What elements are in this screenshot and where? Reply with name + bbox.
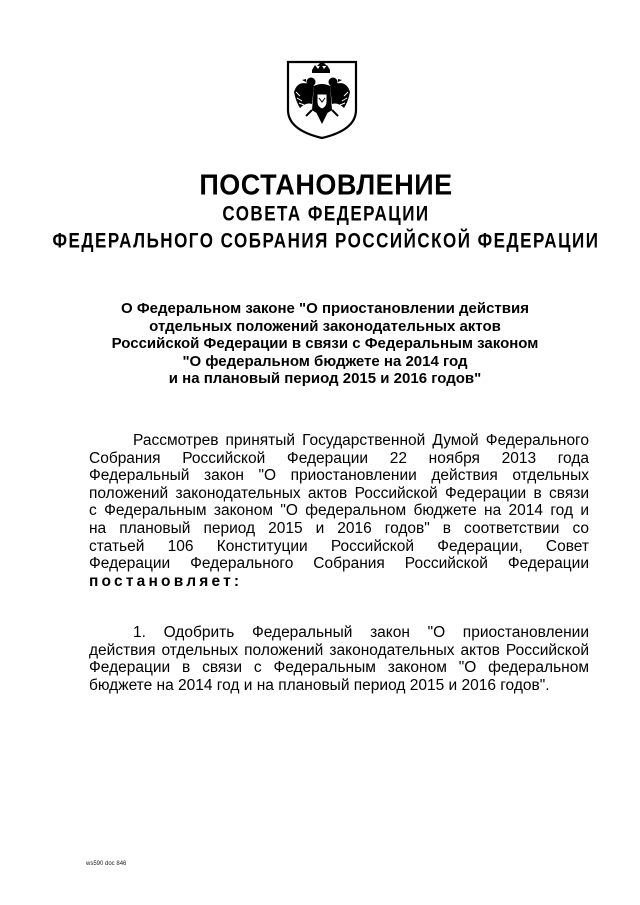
heading-line: Российской Федерации в связи с Федеральным законом (111, 335, 539, 352)
russian-coat-of-arms-icon (284, 58, 360, 140)
paragraph-line: 1. Одобрить Федеральный закон "О приостановлении (133, 624, 589, 641)
decision-word: постановляет: (89, 572, 243, 590)
paragraph-line: положений законодательных актов Российской Федерации в связи (89, 484, 589, 502)
issuer-line-1: СОВЕТА ФЕДЕРАЦИИ (222, 201, 430, 226)
preamble-paragraph (89, 432, 589, 590)
paragraph-line: Федерации в связи с Федеральным законом "О федеральном (89, 659, 589, 677)
paragraph-line: Федерации Федерального Собрания Российской Федерации (89, 555, 589, 573)
paragraph-line: с Федеральным законом "О федеральном бюджете на 2014 год и (89, 502, 589, 520)
heading-line: отдельных положений законодательных актов (149, 317, 501, 335)
resolution-item-1 (89, 624, 589, 694)
paragraph-line: статьей 106 Конституции Российской Федерации, Совет (89, 537, 589, 555)
paragraph-line: бюджете на 2014 год и на плановый период 2015 и 2016 годов". (89, 676, 550, 694)
document-code: ws590 doc 846 (86, 861, 127, 867)
paragraph-line: действия отдельных положений законодательных актов Российской (89, 641, 589, 659)
heading-line: и на плановый период 2015 и 2016 годов" (168, 370, 482, 387)
document-title: ПОСТАНОВЛЕНИЕ (199, 169, 453, 201)
paragraph-line: на плановый период 2015 и 2016 годов" в соответствии со (89, 519, 589, 537)
paragraph-line: Рассмотрев принятый Государственной Думой Федерального (133, 432, 589, 449)
issuer-line-2: ФЕДЕРАЛЬНОГО СОБРАНИЯ РОССИЙСКОЙ ФЕДЕРАЦИИ (52, 228, 600, 253)
document-heading (90, 300, 560, 388)
paragraph-line: Собрания Российской Федерации 22 ноября 2013 года (89, 449, 589, 467)
heading-line: О Федеральном законе "О приостановлении действия (121, 300, 529, 317)
paragraph-line: Федеральный закон "О приостановлении действия отдельных (89, 467, 589, 485)
heading-line: "О федеральном бюджете на 2014 год (182, 352, 468, 370)
